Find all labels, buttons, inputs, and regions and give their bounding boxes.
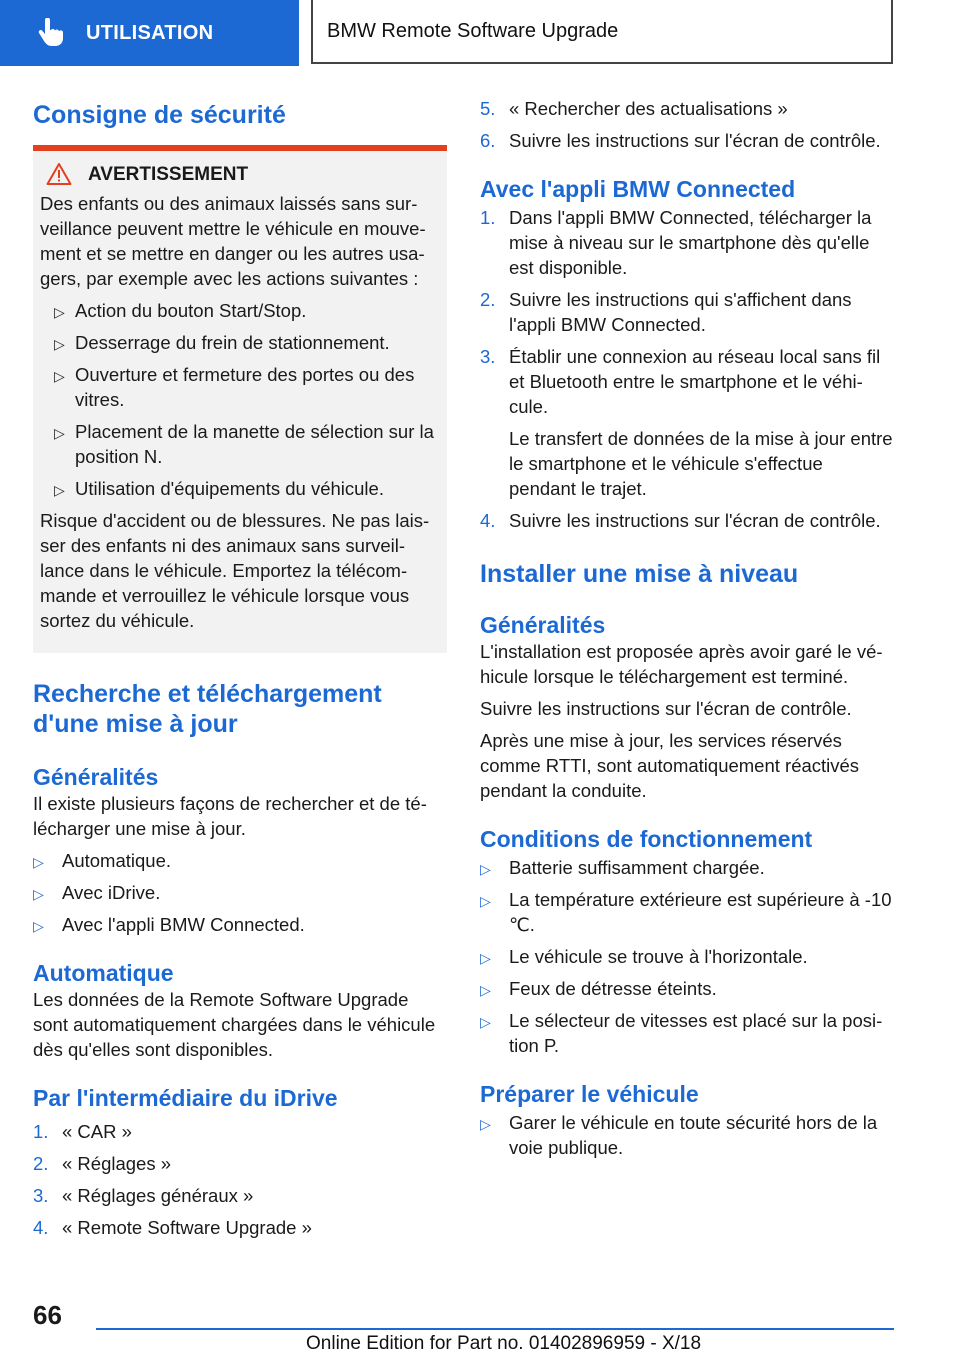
- warning-list: [40, 298, 447, 501]
- list-item: ▷ Action du bouton Start/Stop.: [46, 298, 439, 323]
- triangle-bullet-icon: ▷: [480, 893, 491, 909]
- general-text: Il existe plusieurs façons de rechercher et de télécharger une mise à jour.: [33, 793, 427, 839]
- prepare-list: [480, 1110, 894, 1160]
- list-item: ▷ Automatique.: [33, 848, 447, 873]
- triangle-bullet-icon: ▷: [54, 336, 65, 352]
- install-paragraph: L'installation est proposée après avoir garé le véhicule lorsque le téléchargement est terminé.: [480, 641, 883, 687]
- step-note: Le transfert de données de la mise à jour entre le smartphone et le véhicule s'effectue pendant le trajet.: [509, 428, 893, 499]
- warning-header: [46, 159, 447, 189]
- auto-heading: Automatique: [33, 960, 174, 986]
- warning-outro: Risque d'accident ou de blessures. Ne pas laisser des enfants ni des animaux sans surveillance dans le véhicule. Emportez la télécommande et verrouillez le véhicule lorsque vous sortez du véhicule.: [40, 510, 430, 631]
- list-item: ▷ Utilisation d'équipements du véhicule.: [46, 476, 439, 501]
- page-number: 66: [33, 1300, 62, 1330]
- list-item: ▷ Batterie suffisamment chargée.: [480, 855, 894, 880]
- triangle-bullet-icon: ▷: [54, 304, 65, 320]
- section-tab-label: UTILISATION: [86, 21, 214, 44]
- step-item: 1. « CAR »: [33, 1121, 132, 1142]
- safety-heading: Consigne de sécurité: [33, 101, 286, 129]
- step-item: 3. « Réglages généraux »: [33, 1185, 254, 1206]
- step-item: 6. Suivre les instructions sur l'écran de contrôle.: [480, 130, 881, 151]
- list-item: ▷ Placement de la manette de sélection sur la position N.: [54, 421, 434, 467]
- install-paragraph: Suivre les instructions sur l'écran de contrôle.: [480, 698, 852, 719]
- hand-pointer-icon: [36, 18, 64, 48]
- left-column: [33, 100, 447, 1240]
- step-item: 3. Établir une connexion au réseau local sans fil et Bluetooth entre le smartphone et le véhicule. Le transfert de données de la mise à jour entre le smartphone et le véhicule s'effectue pendant le trajet.: [480, 346, 893, 499]
- right-column: [480, 96, 894, 1160]
- step-item: 4. Suivre les instructions sur l'écran de contrôle.: [480, 510, 881, 531]
- idrive-steps: [33, 1119, 447, 1240]
- prepare-heading: Préparer le véhicule: [480, 1081, 699, 1107]
- idrive-heading: Par l'intermédiaire du iDrive: [33, 1085, 338, 1111]
- list-item: ▷ Garer le véhicule en toute sécurité hors de la voie publique.: [480, 1112, 878, 1158]
- step-item: 4. « Remote Software Upgrade »: [33, 1217, 312, 1238]
- list-item: ▷ Avec iDrive.: [33, 880, 447, 905]
- app-steps: [480, 205, 894, 533]
- search-heading: Recherche et téléchargement d'une mise à jour: [33, 680, 382, 738]
- idrive-steps-continued: [480, 96, 894, 153]
- auto-text: Les données de la Remote Software Upgrade sont automatiquement chargées dans le véhicule dès qu'elles sont disponibles.: [33, 989, 436, 1060]
- warning-intro: Des enfants ou des animaux laissés sans surveillance peuvent mettre le véhicule en mouvement et se mettre en danger ou les autres usagers, par exemple avec les actions suivantes :: [40, 193, 426, 289]
- install-paragraph: Après une mise à jour, les services réservés comme RTTI, sont automatiquement réactivés pendant la conduite.: [480, 730, 860, 801]
- conditions-list: [480, 855, 894, 1058]
- general-heading: Généralités: [33, 764, 159, 790]
- list-item: ▷ Avec l'appli BMW Connected.: [33, 912, 447, 937]
- triangle-bullet-icon: ▷: [480, 1014, 491, 1030]
- triangle-bullet-icon: ▷: [33, 918, 44, 934]
- list-item: ▷ La température extérieure est supérieure à ‑10 ℃.: [480, 889, 892, 935]
- install-general-heading: Généralités: [480, 612, 606, 638]
- triangle-bullet-icon: ▷: [33, 886, 44, 902]
- step-item: 2. Suivre les instructions qui s'affichent dans l'appli BMW Connected.: [480, 289, 852, 335]
- warning-title: AVERTISSEMENT: [88, 163, 249, 185]
- triangle-bullet-icon: ▷: [54, 425, 65, 441]
- section-tab: [0, 0, 299, 66]
- page-title: BMW Remote Software Upgrade: [311, 0, 893, 64]
- step-item: 5. « Rechercher des actualisations »: [480, 98, 788, 119]
- page-header: [0, 0, 960, 66]
- conditions-heading: Conditions de fonctionnement: [480, 826, 813, 852]
- step-item: 1. Dans l'appli BMW Connected, télécharger la mise à niveau sur le smartphone dès qu'elle est disponible.: [480, 207, 872, 278]
- triangle-bullet-icon: ▷: [480, 861, 491, 877]
- list-item: ▷ Desserrage du frein de stationnement.: [46, 330, 439, 355]
- triangle-bullet-icon: ▷: [480, 950, 491, 966]
- app-heading: Avec l'appli BMW Connected: [480, 176, 796, 202]
- general-list: [33, 848, 447, 937]
- step-item: 2. « Réglages »: [33, 1153, 172, 1174]
- triangle-bullet-icon: ▷: [33, 854, 44, 870]
- triangle-bullet-icon: ▷: [54, 368, 65, 384]
- edition-footer: Online Edition for Part no. 01402896959 - X/18: [306, 1333, 702, 1354]
- list-item: ▷ Le sélecteur de vitesses est placé sur la position P.: [480, 1010, 883, 1056]
- warning-box: [33, 151, 447, 653]
- triangle-bullet-icon: ▷: [480, 1116, 491, 1132]
- list-item: ▷ Le véhicule se trouve à l'horizontale.: [480, 944, 894, 969]
- triangle-bullet-icon: ▷: [480, 982, 491, 998]
- install-heading: Installer une mise à niveau: [480, 560, 799, 588]
- triangle-bullet-icon: ▷: [54, 482, 65, 498]
- list-item: ▷ Ouverture et fermeture des portes ou des vitres.: [54, 364, 415, 410]
- footer-rule: [96, 1328, 894, 1330]
- warning-triangle-icon: [46, 162, 72, 186]
- list-item: ▷ Feux de détresse éteints.: [480, 976, 894, 1001]
